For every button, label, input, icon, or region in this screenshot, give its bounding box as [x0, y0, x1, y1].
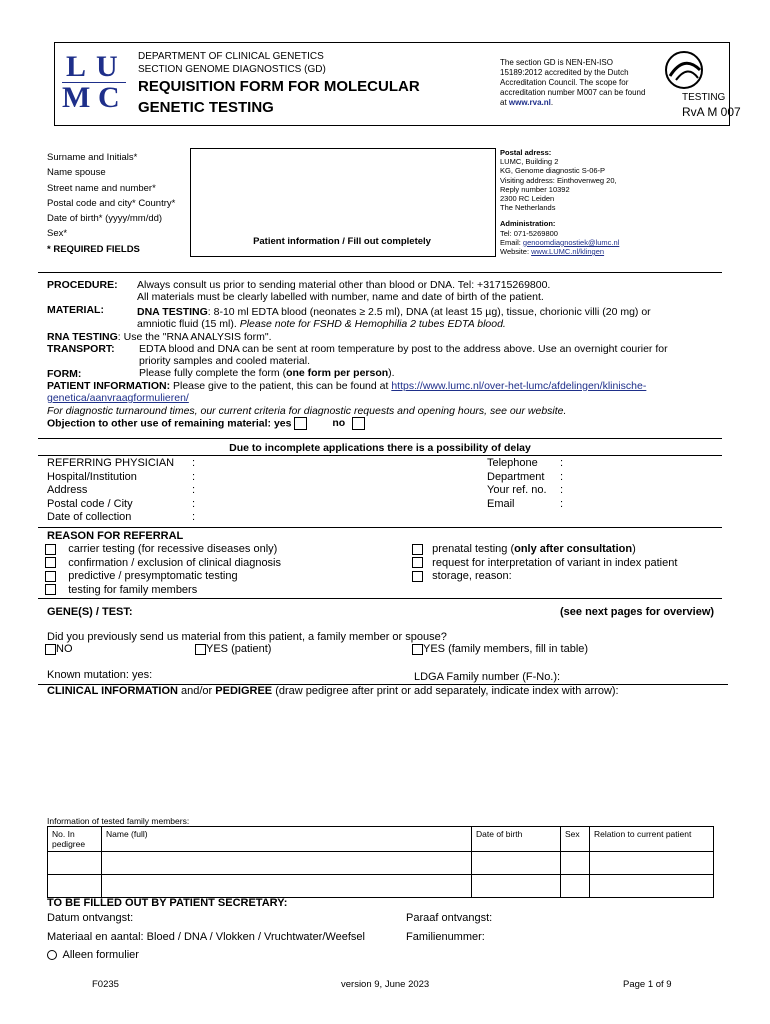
no-checkbox[interactable]: [45, 644, 56, 655]
table-row[interactable]: [48, 875, 714, 898]
hospital-label: Hospital/Institution: [47, 470, 137, 483]
secretary-heading: TO BE FILLED OUT BY PATIENT SECRETARY:: [47, 897, 288, 909]
family-number-label: Familienummer:: [406, 931, 485, 943]
form-text: Please fully complete the form (one form per person).: [139, 367, 395, 379]
material-amount-label: Materiaal en aantal: Bloed / DNA / Vlokken / Vruchtwater/Weefsel: [47, 931, 365, 943]
variant-interpretation-checkbox[interactable]: [412, 557, 423, 568]
website-link[interactable]: www.LUMC.nl/klingen: [531, 247, 605, 257]
your-ref-label: Your ref. no.: [487, 484, 547, 496]
patient-info-label: Patient information / Fill out completely: [253, 236, 431, 247]
yes-patient-checkbox[interactable]: [195, 644, 206, 655]
contact-colons: : : : :: [560, 457, 564, 510]
transport-label: TRANSPORT:: [47, 343, 115, 355]
rva-seal-icon: [654, 48, 741, 122]
field-sex: Sex*: [47, 228, 68, 240]
overview-note: (see next pages for overview): [560, 606, 715, 618]
contact-labels: [487, 457, 547, 511]
delay-warning: Due to incomplete applications there is a possibility of delay: [229, 442, 531, 454]
rna-testing-text: RNA TESTING: Use the "RNA ANALYSIS form".: [47, 331, 272, 343]
prenatal-checkbox[interactable]: [412, 544, 423, 555]
required-note: * REQUIRED FIELDS: [47, 243, 140, 255]
form-only-option: Alleen formulier: [47, 949, 139, 963]
header-name: Name (full): [102, 827, 472, 852]
clinical-info-label: CLINICAL INFORMATION and/or PEDIGREE (draw pedigree after print or add separately, indicate index with arrow):: [47, 685, 619, 697]
referring-labels: [47, 457, 174, 525]
seal-text-1: TESTING: [682, 92, 726, 103]
family-members-table: [47, 826, 714, 898]
previous-material-question: Did you previously send us material from this patient, a family member or spouse?: [47, 631, 447, 643]
header-relation: Relation to current patient: [590, 827, 714, 852]
referring-colons: : : : : :: [192, 457, 196, 523]
form-title: REQUISITION FORM FOR MOLECULAR GENETIC TESTING: [138, 78, 420, 116]
objection-no-checkbox[interactable]: [352, 417, 365, 430]
material-label: MATERIAL:: [47, 304, 104, 316]
yes-family-checkbox[interactable]: [412, 644, 423, 655]
collection-date-label: Date of collection: [47, 511, 132, 523]
field-street: Street name and number*: [47, 182, 156, 194]
known-mutation-label: Known mutation: yes:: [47, 669, 153, 681]
patient-info-link[interactable]: https://www.lumc.nl/over-het-lumc/afdelingen/klinische-: [391, 380, 647, 392]
telephone-label: Telephone: [487, 457, 538, 469]
objection-row: Objection to other use of remaining material: yes no: [47, 417, 365, 430]
divider: [38, 438, 722, 439]
dna-testing-text: DNA TESTING: 8-10 ml EDTA blood (neonates ≥ 2.5 ml), DNA (at least 15 µg), tissue, chorionic villi (20 mg) or amniotic fluid (15 ml). Please note for FSHD & Hemophilia 2 tubes EDTA blood.: [137, 306, 651, 330]
field-dob: Date of birth* (yyyy/mm/dd): [47, 213, 163, 225]
referring-physician-label: REFERRING PHYSICIAN: [47, 457, 175, 469]
option-yes-patient: YES (patient): [195, 643, 271, 657]
field-surname: Surname and Initials*: [47, 152, 138, 163]
option-yes-family: YES (family members, fill in table): [412, 643, 588, 657]
email-label: Email: [487, 497, 515, 510]
postal-city-label: Postal code / City: [47, 497, 133, 510]
version-text: version 9, June 2023: [341, 979, 430, 990]
turnaround-text: For diagnostic turnaround times, our current criteria for diagnostic requests and opening hours, see our website.: [47, 405, 567, 417]
divider: [38, 598, 722, 599]
lumc-logo: L U M C: [62, 52, 128, 114]
header-dob: Date of birth: [472, 827, 561, 852]
field-postal: Postal code and city* Country*: [47, 197, 176, 209]
form-only-radio[interactable]: [47, 950, 57, 960]
option-no: NO: [45, 643, 73, 657]
date-received-label: Datum ontvangst:: [47, 912, 134, 924]
table-row[interactable]: [48, 852, 714, 875]
form-code: F0235: [92, 979, 119, 990]
family-testing-checkbox[interactable]: [45, 584, 56, 595]
department-label: Department: [487, 470, 545, 483]
header-pedigree-no: No. In pedigree: [48, 827, 102, 852]
pedigree-area[interactable]: [47, 700, 727, 810]
procedure-label: PROCEDURE:: [47, 279, 118, 291]
reason-left-options: carrier testing (for recessive diseases only) confirmation / exclusion of clinical diagnosis predictive / presymptomatic testing testing for family members: [45, 543, 281, 597]
rva-link[interactable]: www.rva.nl: [508, 98, 551, 107]
initials-received-label: Paraaf ontvangst:: [406, 912, 493, 924]
address-label: Address: [47, 484, 88, 496]
reason-right-options: prenatal testing (only after consultation) request for interpretation of variant in index patient storage, reason:: [412, 543, 677, 584]
procedure-text: Always consult us prior to sending material other than blood or DNA. Tel: +31715269800. All materials must be clearly labelled with number, name and date of birth of the patient.: [137, 279, 551, 303]
ldga-family-label: LDGA Family number (F-No.):: [414, 671, 561, 683]
divider: [38, 272, 722, 273]
carrier-checkbox[interactable]: [45, 544, 56, 555]
objection-yes-checkbox[interactable]: [294, 417, 307, 430]
reason-heading: REASON FOR REFERRAL: [47, 530, 184, 542]
transport-text: EDTA blood and DNA can be sent at room temperature by post to the address above. Use an overnight courier for priority samples and cooled material.: [139, 343, 668, 367]
patient-info-link-cont[interactable]: genetica/aanvraagformulieren/: [47, 392, 189, 404]
storage-checkbox[interactable]: [412, 571, 423, 582]
field-spouse: Name spouse: [47, 167, 106, 179]
page-number: Page 1 of 9: [623, 979, 672, 990]
seal-text-2: RvA M 007: [682, 105, 741, 119]
postal-address: Postal adress: LUMC, Building 2 KG, Genome diagnostic S-06-P Visiting address: Einthovenweg 20, Reply number 10392 2300 RC Leiden The Netherlands Administration: Tel: 071-5269800 Email: genoomdiagnostiek@lumc.nl Website: www.LUMC.nl/klingen: [500, 148, 620, 257]
confirmation-checkbox[interactable]: [45, 557, 56, 568]
accreditation-text: The section GD is NEN-EN-ISO 15189:2012 accredited by the Dutch Accreditation Council. The scope for accreditation number M007 can be found at www.rva.nl.: [500, 58, 646, 107]
predictive-checkbox[interactable]: [45, 571, 56, 582]
patient-information-text: PATIENT INFORMATION: Please give to the patient, this can be found at https://www.lumc.nl/over-het-lumc/afdelingen/klinische- genetica/aanvraagformulieren/: [47, 380, 647, 404]
divider: [38, 527, 722, 528]
family-table-caption: Information of tested family members:: [47, 816, 190, 826]
divider: [38, 455, 722, 456]
email-link[interactable]: genoomdiagnostiek@lumc.nl: [522, 237, 620, 247]
form-label: FORM:: [47, 368, 82, 380]
header-sex: Sex: [561, 827, 590, 852]
genes-label: GENE(S) / TEST:: [47, 606, 133, 618]
patient-fields: [47, 150, 175, 257]
department-heading: DEPARTMENT OF CLINICAL GENETICS SECTION GENOME DIAGNOSTICS (GD): [138, 51, 326, 75]
